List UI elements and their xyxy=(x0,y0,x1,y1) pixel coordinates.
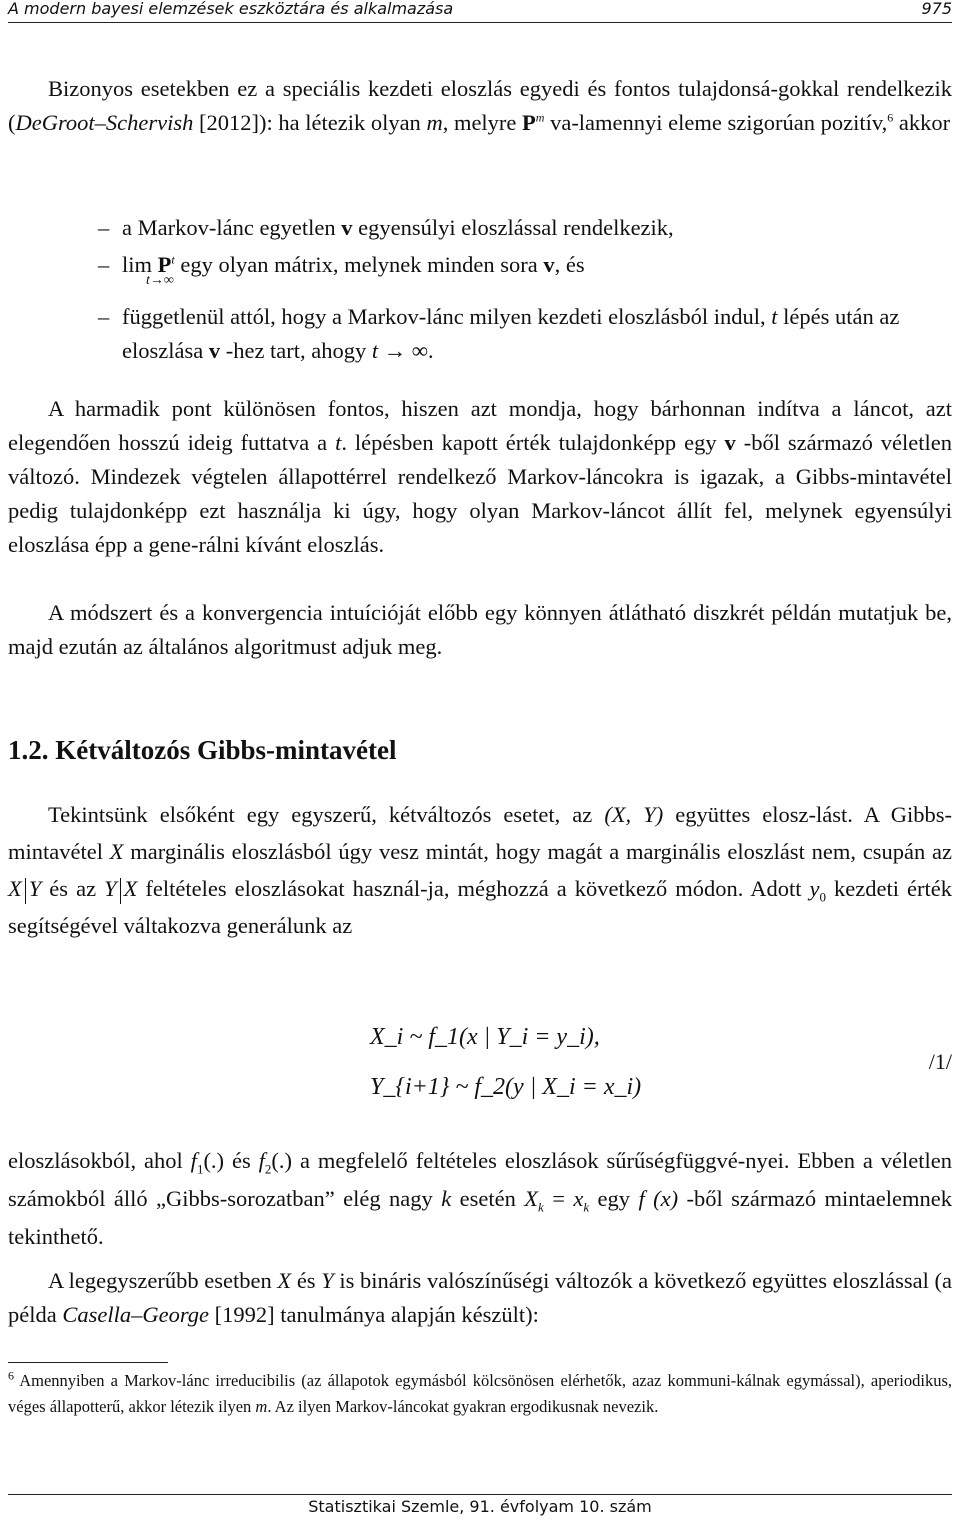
math-equals: = xyxy=(543,1186,574,1211)
subscript-2: 2 xyxy=(264,1161,272,1177)
text: [1992] tanulmánya alapján készült): xyxy=(209,1302,539,1327)
paragraph-3: A módszert és a konvergencia intuícióját előbb egy könnyen átlátható diszkrét példán mutatjuk be, majd ezután az általános algoritmust adjuk meg. xyxy=(8,600,952,659)
running-footer: Statisztikai Szemle, 91. évfolyam 10. szám xyxy=(8,1494,952,1519)
math-P: P xyxy=(522,110,536,135)
math-superscript-m: m xyxy=(535,110,545,125)
running-header xyxy=(8,0,952,23)
section-title: 1.2. Kétváltozós Gibbs-mintavétel xyxy=(8,735,397,765)
math-P: P xyxy=(157,252,172,277)
math-X: X xyxy=(123,876,138,901)
math-superscript-t: t xyxy=(171,252,175,267)
dash-marker: – xyxy=(98,215,110,240)
paragraph-6 xyxy=(8,1264,952,1332)
text: egy xyxy=(589,1186,639,1211)
lim-subscript: t→∞ xyxy=(146,273,174,288)
math-X: X xyxy=(524,1186,539,1211)
footnote xyxy=(8,1368,952,1420)
math-f: f xyxy=(190,1148,197,1173)
text: -ből származó véletlen változó. Mindezek végtelen állapottérrel rendelkező Markov-láncokra is igazak, a Gibbs-mintavétel pedig tulajdonképp ezt használja ki úgy, hogy olyan Markov-láncot állít fel, melynek egyensúlyi eloszlása épp a gene-rálni kívánt eloszlás. xyxy=(8,430,952,557)
text: és az xyxy=(41,876,105,901)
paragraph-4 xyxy=(8,796,952,944)
text: Amennyiben a Markov-lánc irreducibilis (az állapotok egymásból kölcsönösen elérhetők, azaz kommuni-kálnak egymással), aperiodikus, véges állapotterű, akkor létezik ilyen xyxy=(8,1371,952,1416)
footnote-ref: 6 xyxy=(887,110,894,125)
math-t: t xyxy=(771,304,778,329)
subscript-k: k xyxy=(538,1199,544,1215)
text: esetén xyxy=(451,1186,525,1211)
text: lépés után az eloszlása xyxy=(122,304,900,363)
text: is bináris valószínűségi változók a következő együttes eloszlással (a példa xyxy=(8,1268,952,1327)
math-k: k xyxy=(441,1186,452,1211)
math-v: v xyxy=(341,215,353,240)
math-XY: (X, Y) xyxy=(604,802,664,827)
conditional-bar xyxy=(120,878,121,904)
dash-marker: – xyxy=(98,304,110,329)
math-y: y xyxy=(809,876,820,901)
bullet-item-1 xyxy=(98,211,952,245)
bullet-item-2 xyxy=(98,248,952,282)
math-v: v xyxy=(208,338,221,363)
text: -ből származó mintaelemnek tekinthető. xyxy=(8,1186,952,1249)
text: függetlenül attól, hogy a Markov-lánc milyen kezdeti eloszlásból indul, xyxy=(122,304,772,329)
text: . Az ilyen Markov-láncokat gyakran ergodikusnak nevezik. xyxy=(267,1397,659,1416)
math-arg: (.) xyxy=(271,1148,293,1173)
text: és xyxy=(291,1268,322,1293)
equation-line-1: X_i ~ f_1(x | Y_i = y_i), xyxy=(370,1024,600,1050)
text: . lépésben kapott érték tulajdonképp egy xyxy=(341,430,725,455)
dash-marker: – xyxy=(98,252,110,277)
text: A harmadik pont különösen fontos, hiszen azt mondja, hogy bárhonnan indítva a láncot, azt elegendően hosszú ideig futtatva a xyxy=(8,396,952,455)
text: feltételes eloszlásokat használ-ja, méghozzá a következő módon. Adott xyxy=(137,876,810,901)
text: , és xyxy=(554,252,585,277)
text: . xyxy=(427,338,434,363)
footnote-separator xyxy=(8,1362,168,1363)
math-lim: lim xyxy=(122,252,153,277)
running-title: A modern bayesi elemzések eszköztára és alkalmazása xyxy=(8,0,454,18)
math-arg: (.) xyxy=(203,1148,225,1173)
math-m: m xyxy=(255,1397,268,1416)
math-t: t xyxy=(335,430,342,455)
math-X: X xyxy=(8,876,22,901)
math-Y: Y xyxy=(104,876,117,901)
math-Y: Y xyxy=(28,876,42,901)
math-fx: f (x) xyxy=(638,1186,679,1211)
text: -hez tart, ahogy xyxy=(220,338,372,363)
paragraph-1 xyxy=(8,72,952,140)
math-Y: Y xyxy=(321,1268,334,1293)
text: , melyre xyxy=(442,110,523,135)
equation-number: /1/ xyxy=(928,1049,952,1074)
math-m: m xyxy=(426,110,443,135)
text: a Markov-lánc egyetlen xyxy=(122,215,342,240)
text: Tekintsünk elsőként egy egyszerű, kétváltozós esetet, az xyxy=(48,802,605,827)
text: és xyxy=(224,1148,259,1173)
subscript-1: 1 xyxy=(196,1161,204,1177)
citation-authors: Casella–George xyxy=(62,1302,210,1327)
paragraph-2 xyxy=(8,392,952,562)
math-v: v xyxy=(543,252,555,277)
math-f: f xyxy=(258,1148,265,1173)
text: együttes elosz-lást. A Gibbs-mintavétel xyxy=(8,802,952,864)
text: eloszlásokból, ahol xyxy=(8,1148,191,1173)
subscript-k: k xyxy=(583,1199,590,1215)
conditional-bar xyxy=(25,878,26,904)
text: egyensúlyi eloszlással rendelkezik, xyxy=(352,215,674,240)
subscript-0: 0 xyxy=(819,889,826,905)
math-v: v xyxy=(724,430,736,455)
text: kezdeti érték segítségével váltakozva generálunk az xyxy=(8,876,953,938)
math-x: x xyxy=(573,1186,584,1211)
text: A legegyszerűbb esetben xyxy=(48,1268,278,1293)
text: egy olyan mátrix, melynek minden sora xyxy=(174,252,544,277)
math-limit: t → ∞ xyxy=(371,338,428,363)
paragraph-5 xyxy=(8,1142,952,1256)
citation-authors: DeGroot–Schervish xyxy=(15,110,194,135)
math-X: X xyxy=(109,839,124,864)
bullet-item-3 xyxy=(98,300,952,368)
equation-line-2: Y_{i+1} ~ f_2(y | X_i = x_i) xyxy=(370,1074,642,1100)
text: akkor xyxy=(893,110,951,135)
footnote-number: 6 xyxy=(8,1368,14,1383)
text: a megfelelő feltételes eloszlások sűrűségfüggvé-nyei. Ebben a véletlen számokból álló „Gibbs-sorozatban” elég nagy xyxy=(8,1148,952,1211)
math-X: X xyxy=(277,1268,292,1293)
text: Bizonyos esetekben ez a speciális kezdeti eloszlás egyedi és fontos tulajdonsá-gokkal rendelkezik ( xyxy=(8,76,952,135)
text: [2012]): ha létezik olyan xyxy=(193,110,427,135)
text: marginális eloszlásból úgy vesz mintát, hogy magát a marginális eloszlást nem, csupán az xyxy=(123,839,953,864)
page-number: 975 xyxy=(921,0,952,18)
text: va-lamennyi eleme szigorúan pozitív, xyxy=(544,110,888,135)
